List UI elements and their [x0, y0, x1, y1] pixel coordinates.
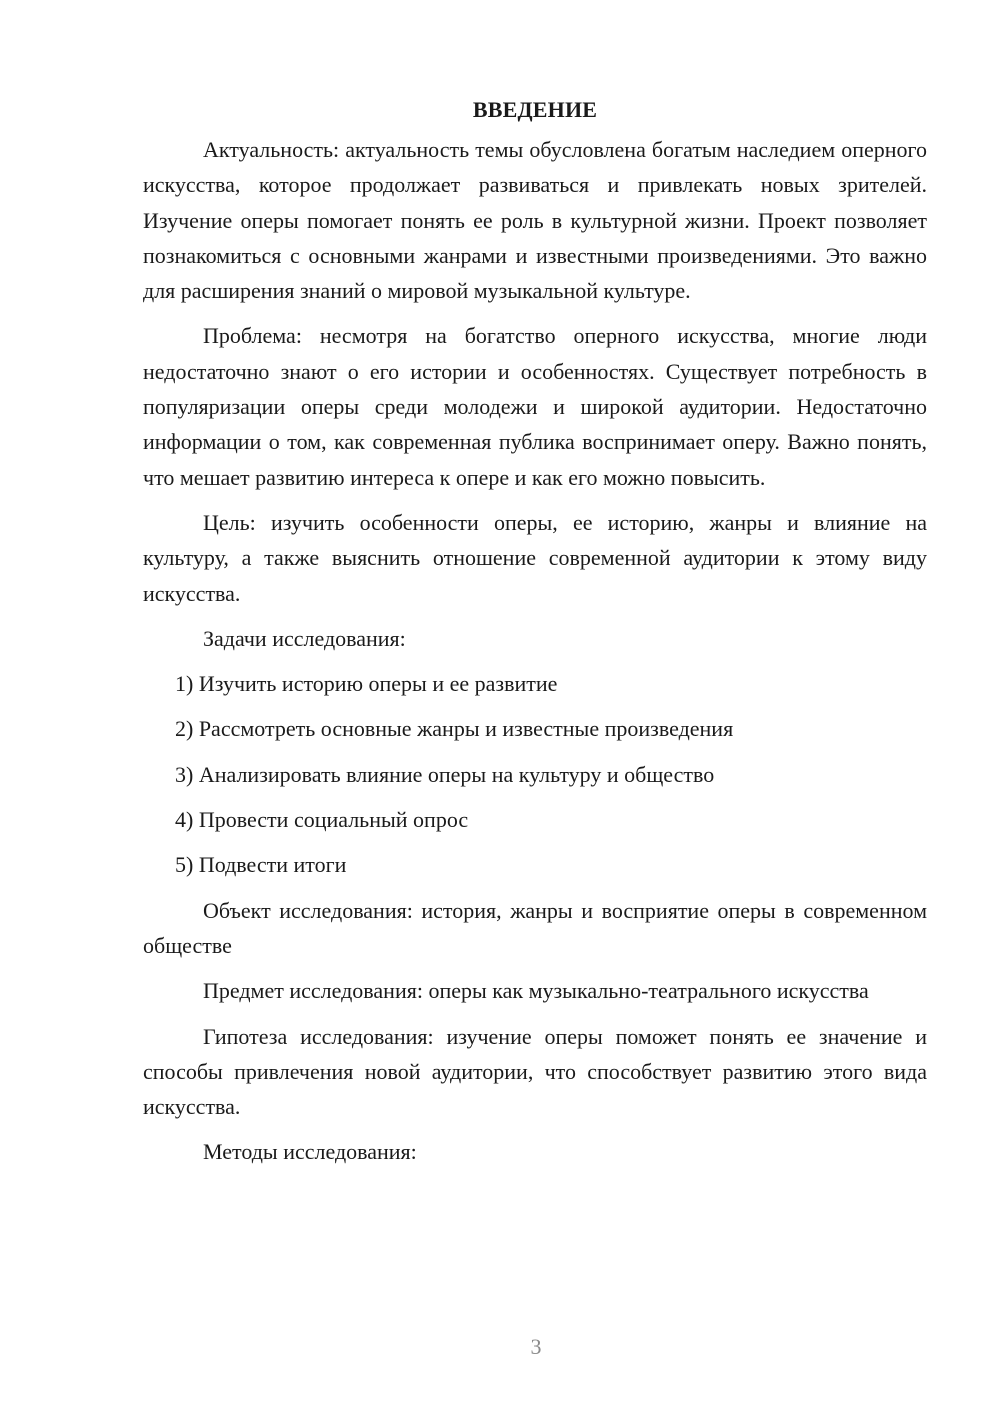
subject-paragraph: Предмет исследования: оперы как музыкально-театрального искусства: [203, 978, 869, 1004]
task-item: 3) Анализировать влияние оперы на культуру и общество: [175, 761, 715, 787]
task-item: 2) Рассмотреть основные жанры и известные произведения: [175, 716, 734, 742]
goal-paragraph: Цель: изучить особенности оперы, ее историю, жанры и влияние на культуру, а также выяснить отношение современной аудитории к этому виду искусства.: [143, 509, 927, 606]
task-item: 1) Изучить историю оперы и ее развитие: [175, 671, 558, 697]
task-item: 4) Провести социальный опрос: [175, 807, 469, 833]
section-title: ВВЕДЕНИЕ: [472, 97, 598, 122]
hypothesis-paragraph: Гипотеза исследования: изучение оперы поможет понять ее значение и способы привлечения новой аудитории, что способствует развитию этого вида искусства.: [143, 1023, 927, 1120]
task-item: 5) Подвести итоги: [175, 852, 347, 878]
methods-heading: Методы исследования:: [203, 1139, 417, 1165]
page-content: [143, 92, 927, 1180]
problem-paragraph: Проблема: несмотря на богатство оперного искусства, многие люди недостаточно знают о его истории и особенностях. Существует потребность в популяризации оперы среди молодежи и широкой аудитории. Недостаточно информации о том, как современная публика воспринимает оперу. Важно понять, что мешает развитию интереса к опере и как его можно повысить.: [143, 323, 927, 490]
relevance-paragraph: Актуальность: актуальность темы обусловлена богатым наследием оперного искусства, которое продолжает развиваться и привлекать новых зрителей. Изучение оперы помогает понять ее роль в культурной жизни. Проект позволяет познакомиться с основными жанрами и известными произведениями. Это важно для расширения знаний о мировой музыкальной культуре.: [143, 137, 927, 304]
tasks-list: [143, 666, 927, 882]
page-number: 3: [530, 1334, 542, 1359]
tasks-heading: Задачи исследования:: [203, 625, 406, 651]
object-paragraph: Объект исследования: история, жанры и восприятие оперы в современном обществе: [143, 897, 927, 958]
